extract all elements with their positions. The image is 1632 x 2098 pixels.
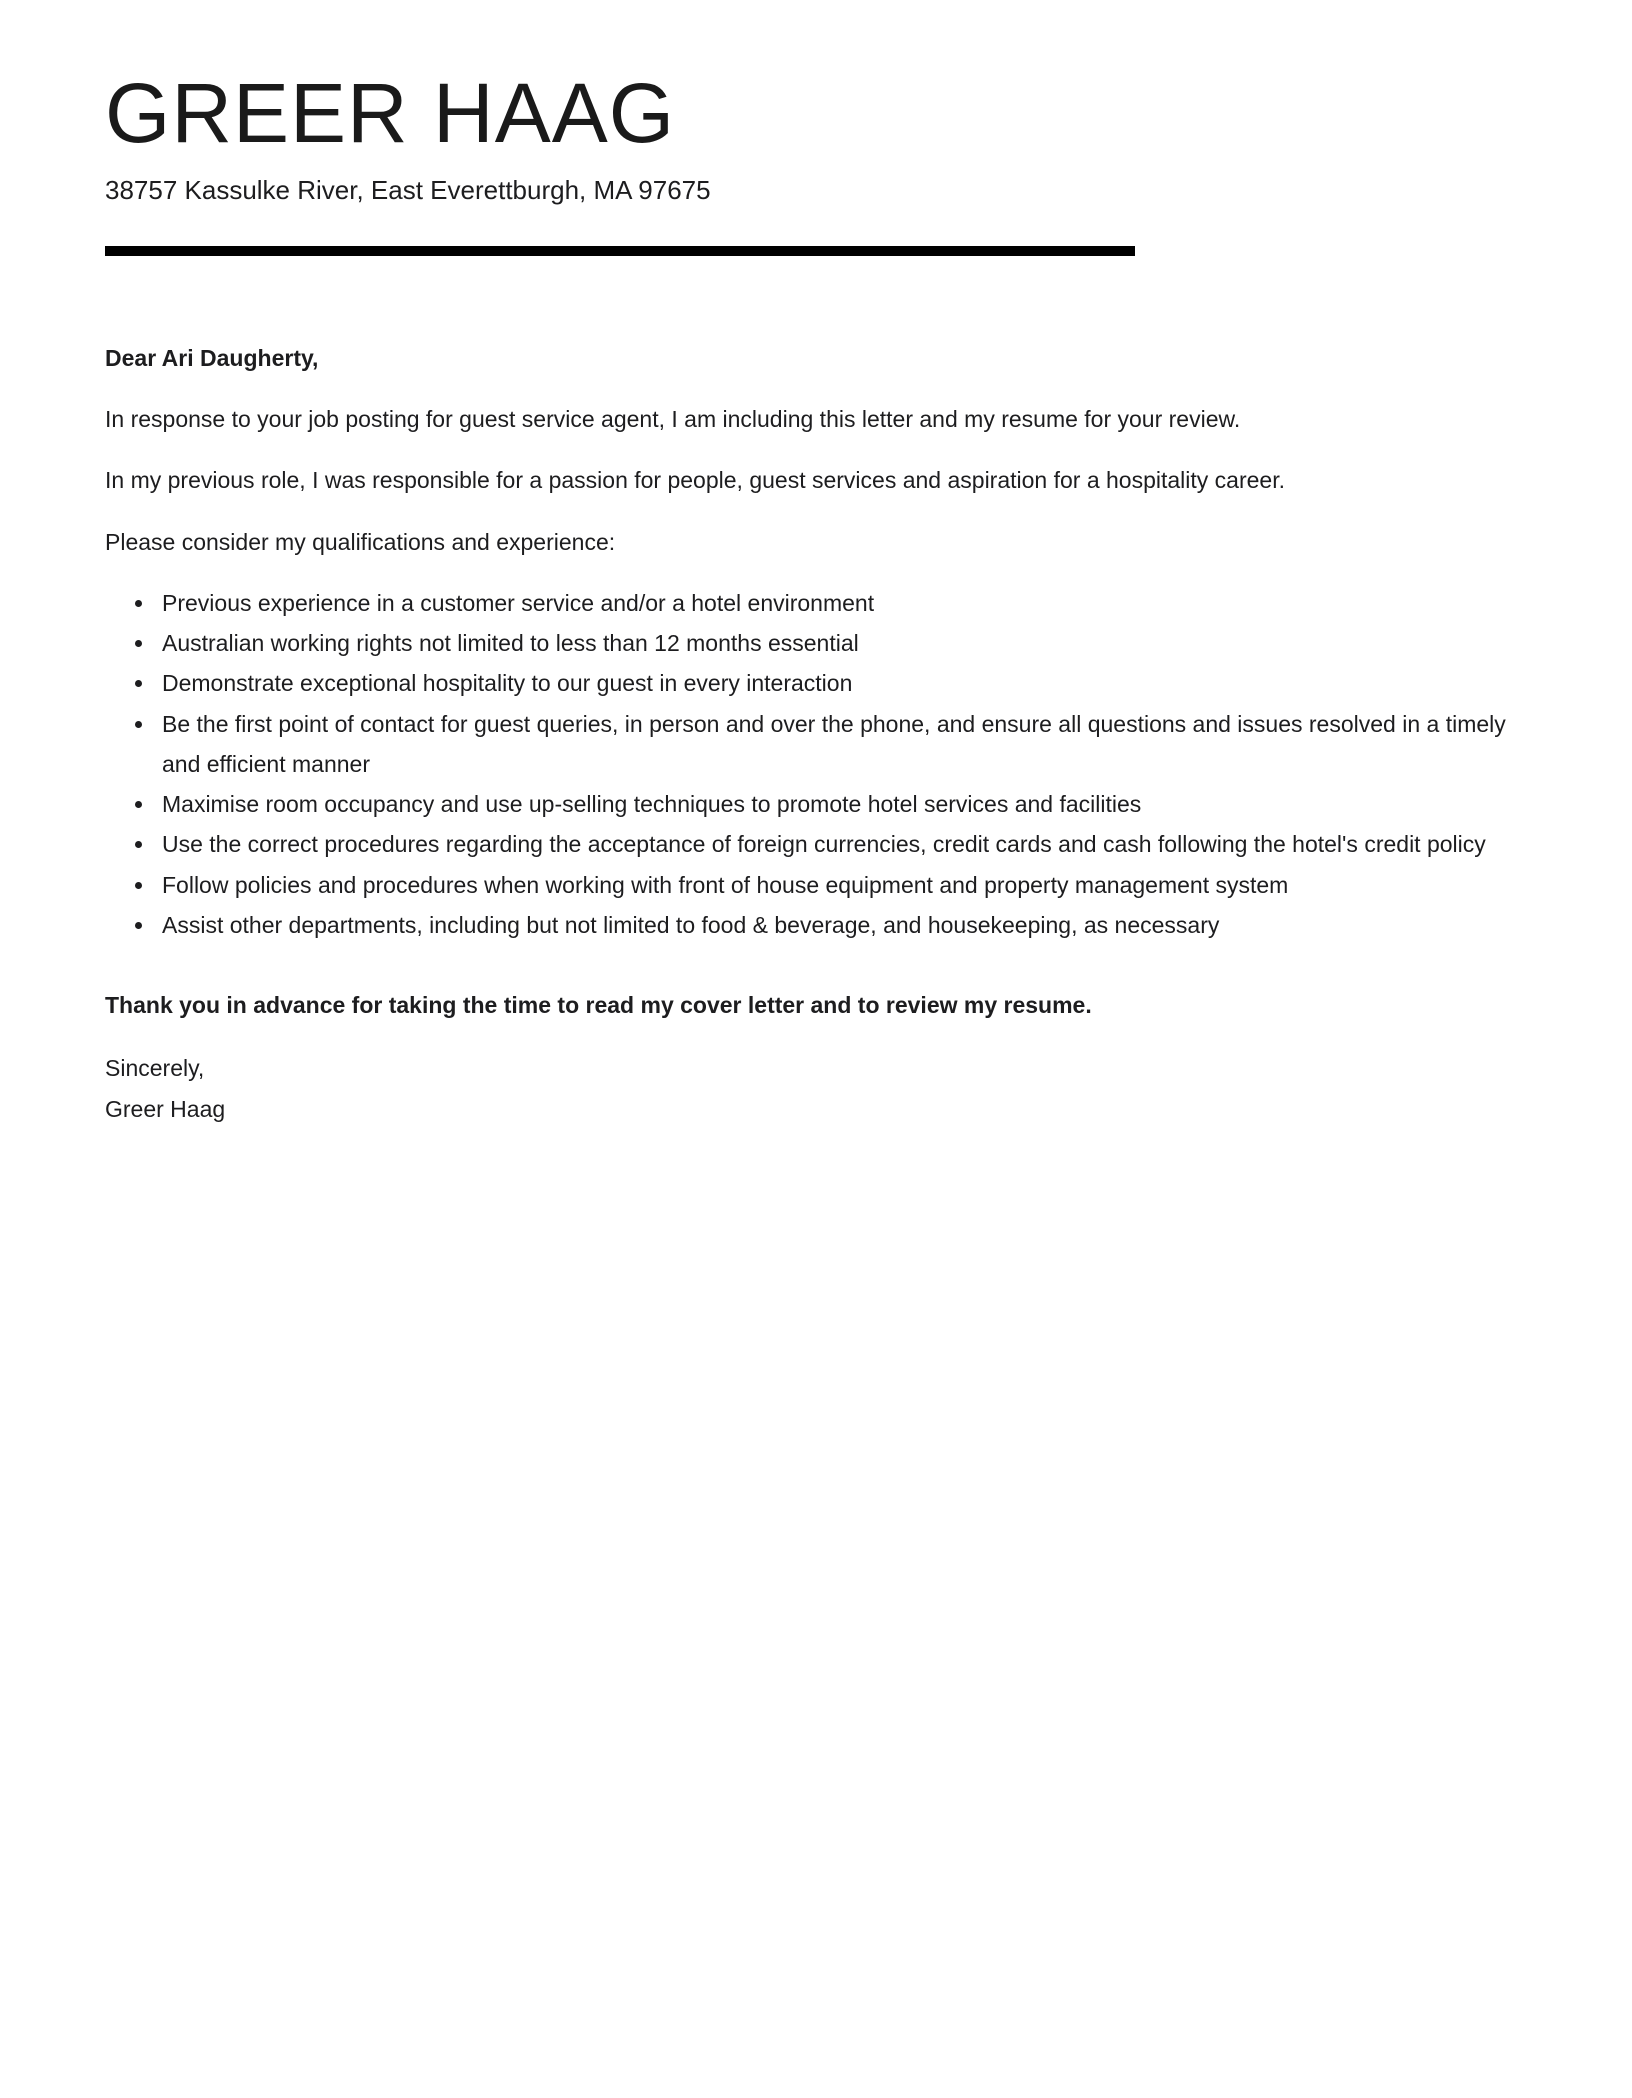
page-title: GREER HAAG [105, 66, 676, 160]
list-item: • Use the correct procedures regarding the acceptance of foreign currencies, credit cards and cash following the hotel's credit policy [156, 824, 1526, 864]
paragraph-qualifications-lead: Please consider my qualifications and experience: [105, 528, 616, 555]
paragraph-intro: In response to your job posting for guest service agent, I am including this letter and my resume for your review. [105, 406, 1241, 433]
signoff: Sincerely, [105, 1055, 205, 1082]
letter-body [105, 338, 1526, 1129]
list-item: • Assist other departments, including but not limited to food & beverage, and housekeeping, as necessary [156, 905, 1526, 945]
list-item: • Follow policies and procedures when working with front of house equipment and property management system [156, 865, 1526, 905]
list-item: • Maximise room occupancy and use up-selling techniques to promote hotel services and facilities [156, 784, 1526, 824]
header-divider [105, 246, 1135, 256]
list-item: • Demonstrate exceptional hospitality to our guest in every interaction [156, 663, 1526, 703]
qualifications-list [105, 583, 1526, 945]
address-line: 38757 Kassulke River, East Everettburgh, MA 97675 [105, 175, 711, 206]
signature: Greer Haag [105, 1095, 226, 1122]
paragraph-previous-role: In my previous role, I was responsible for a passion for people, guest services and aspiration for a hospitality career. [105, 467, 1285, 494]
signoff-block [105, 1048, 1526, 1129]
list-item: • Previous experience in a customer service and/or a hotel environment [156, 583, 1526, 623]
closing-statement: Thank you in advance for taking the time to read my cover letter and to review my resume. [105, 992, 1092, 1019]
salutation: Dear Ari Daugherty, [105, 344, 319, 371]
list-item: • Australian working rights not limited to less than 12 months essential [156, 623, 1526, 663]
list-item: • Be the first point of contact for guest queries, in person and over the phone, and ensure all questions and issues resolved in a timely and efficient manner [156, 704, 1526, 785]
letter-header [105, 66, 1526, 256]
